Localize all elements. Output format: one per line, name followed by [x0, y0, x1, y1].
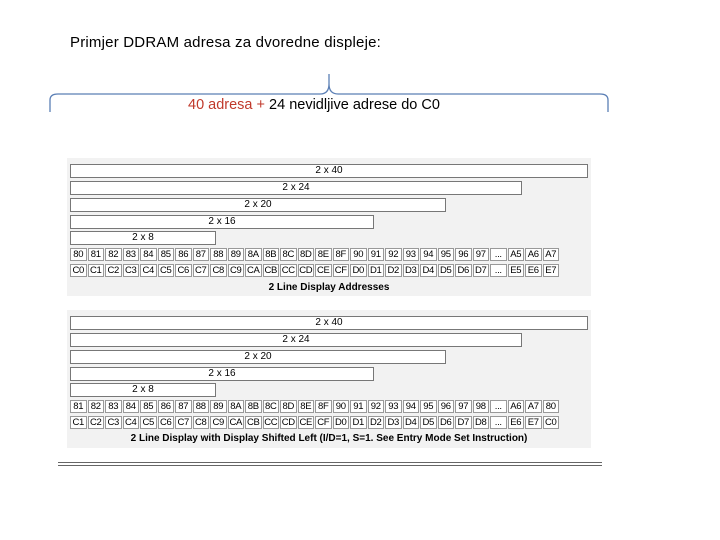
address-cell: ...: [490, 248, 507, 261]
address-cell: 8C: [263, 400, 280, 413]
address-cell: 8B: [245, 400, 262, 413]
address-cell: 87: [193, 248, 210, 261]
address-cell: 90: [350, 248, 367, 261]
bar-2x20: 2 x 20: [70, 350, 446, 364]
address-cell: 85: [140, 400, 157, 413]
address-cell: 97: [473, 248, 490, 261]
address-cell: CB: [264, 265, 278, 276]
address-cell: 88: [193, 400, 210, 413]
address-cell: 82: [88, 400, 105, 413]
address-cell: C0: [70, 264, 87, 277]
address-cell: C1: [70, 416, 87, 429]
address-cell: 93: [403, 248, 420, 261]
divider-line: [58, 465, 602, 466]
bar-2x8: 2 x 8: [70, 383, 216, 397]
address-cell: 93: [385, 400, 402, 413]
address-cell: D0: [333, 416, 350, 429]
address-cell: 98: [473, 400, 490, 413]
address-cell: E7: [525, 416, 542, 429]
bar-2x20: 2 x 20: [70, 198, 446, 212]
address-cell: 97: [455, 400, 472, 413]
address-cell: CC: [281, 265, 295, 276]
address-cell: C5: [140, 416, 157, 429]
address-cell: C5: [158, 264, 175, 277]
figure-shifted-left: [67, 310, 591, 448]
address-cell: D1: [350, 416, 367, 429]
address-cell: 8F: [315, 400, 332, 413]
address-cell: CB: [246, 417, 260, 428]
address-cell: 94: [420, 248, 437, 261]
address-cell: 91: [350, 400, 367, 413]
address-cell: C4: [140, 264, 157, 277]
address-cell: 94: [403, 400, 420, 413]
address-cell: E7: [543, 264, 560, 277]
address-cell: A6: [525, 248, 542, 261]
divider-line: [58, 462, 602, 463]
figure-caption: 2 Line Display with Display Shifted Left (I/D=1, S=1. See Entry Mode Set Instruction): [130, 433, 528, 444]
address-cell: 8A: [228, 400, 245, 413]
address-cell: 8D: [280, 400, 297, 413]
address-cell: D8: [473, 416, 490, 429]
address-cell: C3: [105, 416, 122, 429]
address-cell: C9: [210, 416, 227, 429]
address-cell: D7: [455, 416, 472, 429]
subtitle-visible: 40 adresa: [188, 97, 253, 113]
address-cell: 87: [175, 400, 192, 413]
address-cell: D6: [455, 264, 472, 277]
address-cell: E6: [508, 416, 525, 429]
address-cell: C7: [175, 416, 192, 429]
address-cell: 8C: [280, 248, 297, 261]
address-cell: C2: [88, 416, 105, 429]
figure-caption: 2 Line Display Addresses: [268, 282, 390, 293]
address-cell: D2: [385, 264, 402, 277]
address-row-2: [70, 264, 560, 277]
address-cell: C6: [175, 264, 192, 277]
address-cell: C8: [193, 416, 210, 429]
address-cell: C0: [543, 416, 560, 429]
address-row-1: [70, 248, 560, 261]
address-row-1: [70, 400, 560, 413]
address-cell: 90: [333, 400, 350, 413]
address-cell: 80: [70, 248, 87, 261]
address-cell: D7: [473, 264, 490, 277]
address-cell: C2: [105, 264, 122, 277]
address-cell: D1: [368, 264, 385, 277]
address-cell: 81: [88, 248, 105, 261]
address-cell: 92: [385, 248, 402, 261]
address-cell: D2: [368, 416, 385, 429]
bar-2x24: 2 x 24: [70, 333, 522, 347]
address-cell: C9: [228, 264, 245, 277]
address-cell: 89: [210, 400, 227, 413]
address-cell: 8B: [263, 248, 280, 261]
address-cell: ...: [490, 416, 507, 429]
address-cell: D4: [420, 264, 437, 277]
address-cell: 83: [105, 400, 122, 413]
address-cell: C4: [123, 416, 140, 429]
address-cell: 8F: [333, 248, 350, 261]
address-cell: 88: [210, 248, 227, 261]
page-heading: Primjer DDRAM adresa za dvoredne displeje:: [70, 34, 382, 51]
subtitle: [188, 97, 440, 113]
address-cell: E5: [508, 264, 525, 277]
address-cell: D6: [438, 416, 455, 429]
address-cell: E6: [525, 264, 542, 277]
bar-2x40: 2 x 40: [70, 316, 588, 330]
address-cell: CD: [299, 265, 313, 276]
address-cell: 82: [105, 248, 122, 261]
address-cell: C6: [158, 416, 175, 429]
bar-2x16: 2 x 16: [70, 215, 374, 229]
address-cell: 8E: [315, 248, 332, 261]
address-cell: ...: [490, 400, 507, 413]
figure-2-line-addresses: [67, 158, 591, 296]
subtitle-plus: +: [252, 97, 270, 113]
address-cell: 95: [420, 400, 437, 413]
address-cell: C3: [123, 264, 140, 277]
address-cell: CD: [281, 417, 295, 428]
address-cell: 92: [368, 400, 385, 413]
address-cell: ...: [490, 264, 507, 277]
address-cell: 81: [70, 400, 87, 413]
address-cell: 95: [438, 248, 455, 261]
address-cell: 96: [455, 248, 472, 261]
address-cell: 83: [123, 248, 140, 261]
address-cell: CA: [229, 417, 243, 428]
address-cell: 91: [368, 248, 385, 261]
bar-2x24: 2 x 24: [70, 181, 522, 195]
address-cell: CE: [316, 265, 330, 276]
address-cell: CF: [333, 264, 350, 277]
address-cell: 96: [438, 400, 455, 413]
bar-2x8: 2 x 8: [70, 231, 216, 245]
address-cell: D3: [403, 264, 420, 277]
address-cell: C7: [193, 264, 210, 277]
address-cell: CC: [264, 417, 278, 428]
address-cell: A7: [543, 248, 560, 261]
address-cell: 86: [158, 400, 175, 413]
bar-2x16: 2 x 16: [70, 367, 374, 381]
address-cell: CF: [315, 416, 332, 429]
address-cell: 80: [543, 400, 560, 413]
address-cell: 89: [228, 248, 245, 261]
address-cell: 8A: [245, 248, 262, 261]
address-row-2: [70, 416, 560, 429]
address-cell: D3: [385, 416, 402, 429]
address-cell: A6: [508, 400, 525, 413]
bar-2x40: 2 x 40: [70, 164, 588, 178]
address-cell: C1: [88, 264, 105, 277]
address-cell: 86: [175, 248, 192, 261]
address-cell: 84: [123, 400, 140, 413]
address-cell: D4: [403, 416, 420, 429]
address-cell: 8E: [298, 400, 315, 413]
address-cell: A7: [525, 400, 542, 413]
address-cell: A5: [508, 248, 525, 261]
address-cell: C8: [210, 264, 227, 277]
address-cell: D0: [350, 264, 367, 277]
address-cell: 84: [140, 248, 157, 261]
address-cell: CE: [299, 417, 313, 428]
address-cell: 85: [158, 248, 175, 261]
address-cell: D5: [438, 264, 455, 277]
address-cell: CA: [246, 265, 260, 276]
subtitle-invisible: 24 nevidljive adrese do C0: [269, 97, 440, 113]
address-cell: D5: [420, 416, 437, 429]
address-cell: 8D: [298, 248, 315, 261]
